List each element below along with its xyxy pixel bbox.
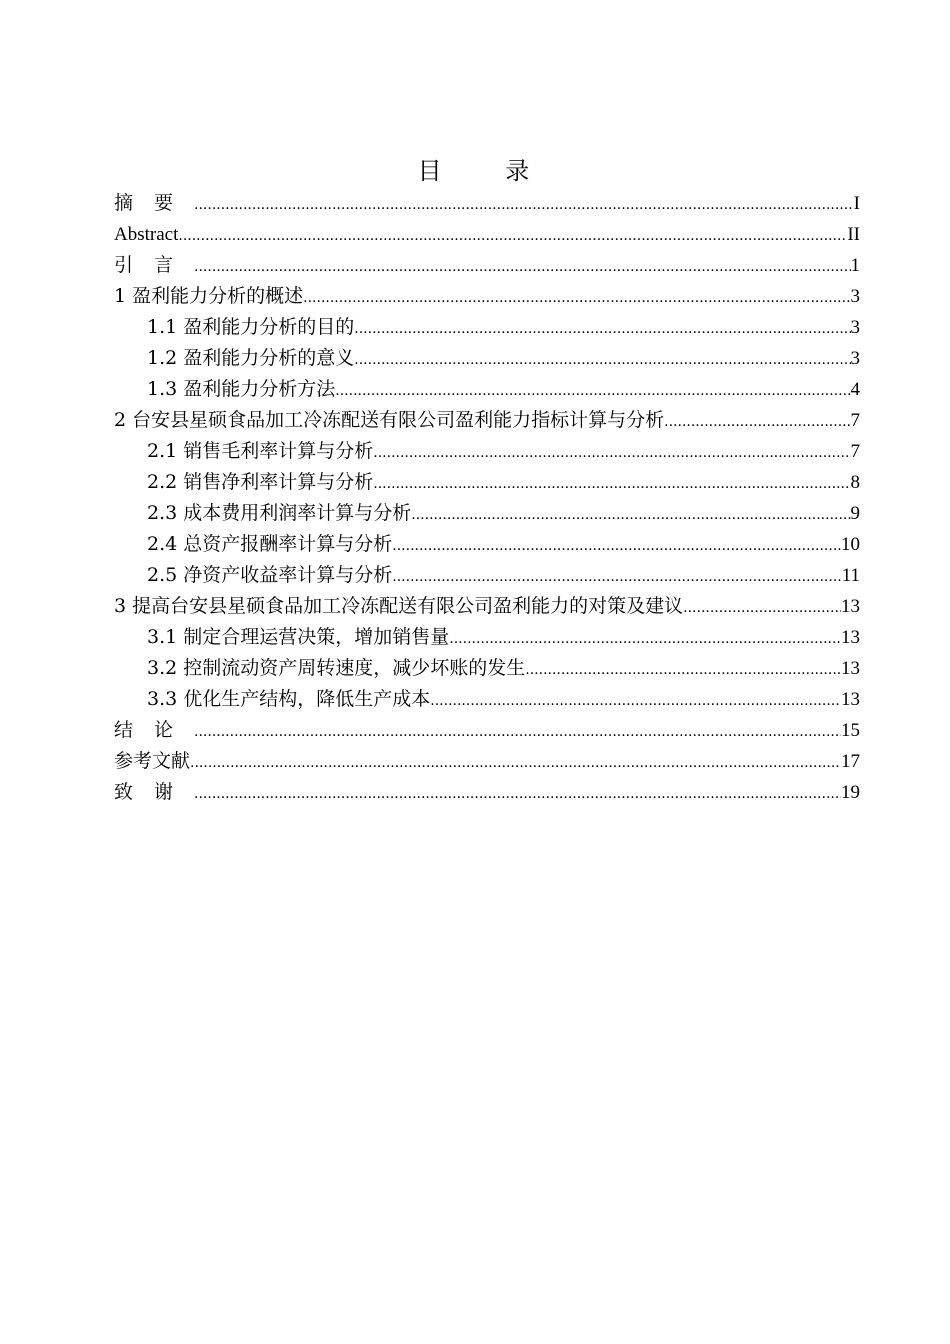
- toc-dot-leader: [392, 562, 841, 591]
- toc-entry-page: 10: [841, 534, 860, 555]
- toc-dot-leader: [194, 717, 841, 746]
- toc-entry-label: 2.5 净资产收益率计算与分析: [147, 564, 393, 586]
- toc-entry-page: 3: [850, 317, 860, 338]
- toc-entry-chapter-2[interactable]: [114, 405, 860, 436]
- toc-entry-conclusion[interactable]: [114, 715, 860, 746]
- toc-dot-leader: [194, 779, 841, 808]
- toc-entry-label: 3.2 控制流动资产周转速度，减少坏账的发生: [147, 657, 526, 679]
- toc-title: 目 录: [417, 157, 558, 185]
- toc-entry-label: 摘要: [114, 192, 195, 214]
- toc-entry-section-1-3[interactable]: [114, 374, 860, 405]
- toc-entry-chapter-1[interactable]: [114, 281, 860, 312]
- toc-entry-page: 13: [841, 596, 860, 617]
- toc-entry-label: 3 提高台安县星硕食品加工冷冻配送有限公司盈利能力的对策及建议: [114, 595, 684, 617]
- toc-entry-section-2-3[interactable]: [114, 498, 860, 529]
- toc-entry-page: II: [847, 224, 860, 245]
- toc-entry-label: 致谢: [114, 781, 195, 803]
- toc-entry-references[interactable]: [114, 746, 860, 777]
- toc-dot-leader: [430, 686, 841, 715]
- toc-dot-leader: [449, 624, 841, 653]
- toc-entry-label: 2.2 销售净利率计算与分析: [147, 471, 374, 493]
- toc-entry-section-3-2[interactable]: [114, 653, 860, 684]
- toc-dot-leader: [190, 748, 841, 777]
- toc-entry-label: 2.4 总资产报酬率计算与分析: [147, 533, 393, 555]
- toc-entry-page: 7: [850, 410, 860, 431]
- toc-entry-section-3-3[interactable]: [114, 684, 860, 715]
- toc-entry-introduction[interactable]: [114, 250, 860, 281]
- toc-entry-section-2-2[interactable]: [114, 467, 860, 498]
- toc-entry-acknowledgements[interactable]: [114, 777, 860, 808]
- toc-entry-page: 13: [841, 689, 860, 710]
- toc-entry-label: Abstract: [114, 224, 179, 245]
- toc-dot-leader: [194, 190, 854, 219]
- toc-entry-label: 结论: [114, 719, 195, 741]
- toc-dot-leader: [354, 314, 850, 343]
- toc-entry-section-1-1[interactable]: [114, 312, 860, 343]
- toc-entry-page: 11: [841, 565, 860, 586]
- toc-entry-label: 2.3 成本费用利润率计算与分析: [147, 502, 412, 524]
- toc-entry-label: 2.1 销售毛利率计算与分析: [147, 440, 374, 462]
- toc-entry-page: 19: [841, 782, 860, 803]
- toc-entry-section-2-4[interactable]: [114, 529, 860, 560]
- toc-entry-page: 9: [850, 503, 860, 524]
- toc-entry-label: 1.1 盈利能力分析的目的: [147, 316, 355, 338]
- toc-entry-page: 4: [850, 379, 860, 400]
- toc-list: [114, 188, 860, 808]
- toc-entry-label: 3.3 优化生产结构，降低生产成本: [147, 688, 431, 710]
- toc-dot-leader: [373, 469, 850, 498]
- toc-entry-label: 参考文献: [114, 750, 191, 772]
- toc-dot-leader: [335, 376, 850, 405]
- toc-dot-leader: [664, 407, 850, 436]
- toc-dot-leader: [411, 500, 850, 529]
- toc-entry-abstract-en[interactable]: [114, 219, 860, 250]
- toc-dot-leader: [354, 345, 850, 374]
- toc-entry-abstract-cn[interactable]: [114, 188, 860, 219]
- toc-entry-label: 3.1 制定合理运营决策，增加销售量: [147, 626, 450, 648]
- toc-dot-leader: [373, 438, 850, 467]
- toc-entry-page: 8: [850, 472, 860, 493]
- toc-entry-label: 2 台安县星硕食品加工冷冻配送有限公司盈利能力指标计算与分析: [114, 409, 665, 431]
- toc-entry-page: 3: [850, 348, 860, 369]
- toc-entry-page: 13: [841, 627, 860, 648]
- toc-entry-page: 3: [850, 286, 860, 307]
- toc-entry-section-2-1[interactable]: [114, 436, 860, 467]
- toc-entry-section-2-5[interactable]: [114, 560, 860, 591]
- toc-entry-label: 1 盈利能力分析的概述: [114, 285, 304, 307]
- toc-dot-leader: [392, 531, 841, 560]
- toc-entry-label: 1.2 盈利能力分析的意义: [147, 347, 355, 369]
- toc-dot-leader: [178, 221, 847, 250]
- toc-dot-leader: [303, 283, 850, 312]
- toc-entry-page: 1: [850, 255, 860, 276]
- toc-entry-label: 引言: [114, 254, 195, 276]
- toc-dot-leader: [683, 593, 841, 622]
- toc-entry-page: 15: [841, 720, 860, 741]
- toc-dot-leader: [194, 252, 850, 281]
- toc-dot-leader: [525, 655, 841, 684]
- toc-entry-section-1-2[interactable]: [114, 343, 860, 374]
- toc-entry-page: 7: [850, 441, 860, 462]
- toc-entry-label: 1.3 盈利能力分析方法: [147, 378, 336, 400]
- toc-entry-page: I: [853, 193, 860, 214]
- toc-entry-page: 17: [841, 751, 860, 772]
- toc-entry-page: 13: [841, 658, 860, 679]
- toc-entry-section-3-1[interactable]: [114, 622, 860, 653]
- toc-entry-chapter-3[interactable]: [114, 591, 860, 622]
